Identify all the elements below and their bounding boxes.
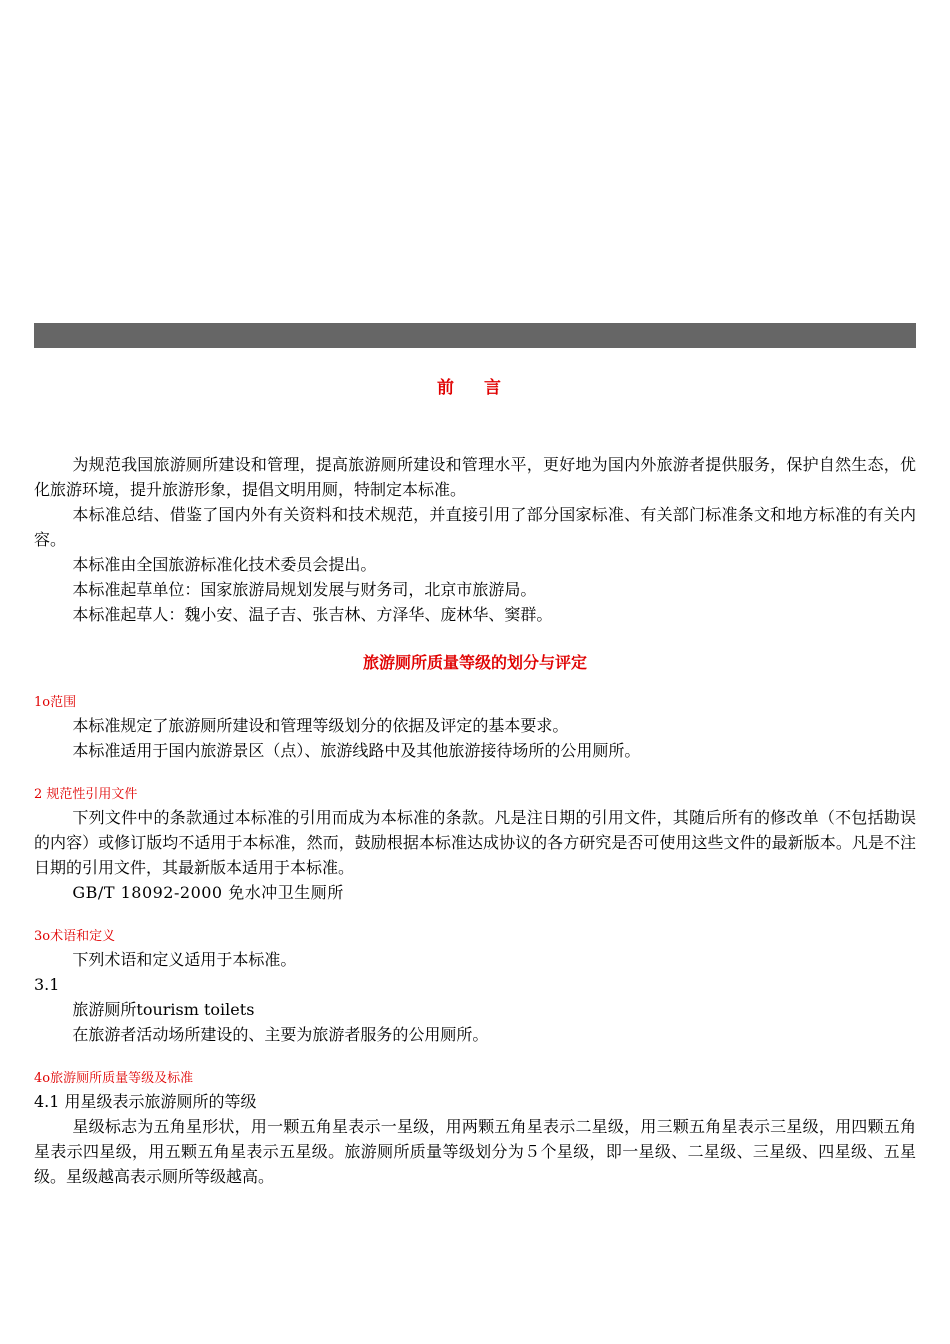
grades-paragraph: 星级标志为五角星形状，用一颗五角星表示一星级，用两颗五角星表示二星级，用三颗五角星表示三星级，用四颗五角星表示四星级，用五颗五角星表示五星级。旅游厕所质量等级划分为５个星级，即一星级、二星级、三星级、四星级、五星级。星级越高表示厕所等级越高。: [34, 1117, 916, 1186]
foreword-paragraph: 本标准由全国旅游标准化技术委员会提出。: [72, 555, 377, 574]
section-heading-grades: 4o旅游厕所质量等级及标准: [34, 1071, 194, 1086]
document-body: [34, 370, 916, 1189]
section-heading-scope: 1o范围: [34, 695, 77, 710]
header-bar: [34, 323, 916, 348]
section-heading-normative-references: 2 规范性引用文件: [34, 787, 138, 802]
foreword-paragraph: 为规范我国旅游厕所建设和管理，提高旅游厕所建设和管理水平，更好地为国内外旅游者提供服务，保护自然生态，优化旅游环境，提升旅游形象，提倡文明用厕，特制定本标准。: [34, 455, 916, 499]
term-name: 旅游厕所tourism toilets: [72, 1000, 255, 1019]
foreword-title: 前 言: [437, 378, 513, 398]
foreword-paragraph: 本标准总结、借鉴了国内外有关资料和技术规范，并直接引用了部分国家标准、有关部门标准条文和地方标准的有关内容。: [34, 505, 916, 549]
terms-intro: 下列术语和定义适用于本标准。: [72, 950, 297, 969]
clause-number: 3.1: [34, 975, 60, 994]
term-definition: 在旅游者活动场所建设的、主要为旅游者服务的公用厕所。: [72, 1025, 489, 1044]
foreword-paragraph: 本标准起草单位：国家旅游局规划发展与财务司，北京市旅游局。: [72, 580, 537, 599]
reference-entry: GB/T 18092-2000 免水冲卫生厕所: [72, 883, 344, 902]
foreword-section: [34, 452, 916, 627]
normative-references-paragraph: 下列文件中的条款通过本标准的引用而成为本标准的条款。凡是注日期的引用文件，其随后所有的修改单（不包括勘误的内容）或修订版均不适用于本标准，然而，鼓励根据本标准达成协议的各方研究是否可使用这些文件的最新版本。凡是不注日期的引用文件，其最新版本适用于本标准。: [34, 808, 916, 877]
scope-paragraph: 本标准规定了旅游厕所建设和管理等级划分的依据及评定的基本要求。: [72, 716, 569, 735]
section-heading-terms: 3o术语和定义: [34, 929, 116, 944]
standard-title: 旅游厕所质量等级的划分与评定: [362, 653, 587, 672]
clause-heading: 4.1 用星级表示旅游厕所的等级: [34, 1092, 257, 1111]
scope-paragraph: 本标准适用于国内旅游景区（点）、旅游线路中及其他旅游接待场所的公用厕所。: [72, 741, 641, 760]
foreword-paragraph: 本标准起草人：魏小安、温子吉、张吉林、方泽华、庞林华、窦群。: [72, 605, 553, 624]
